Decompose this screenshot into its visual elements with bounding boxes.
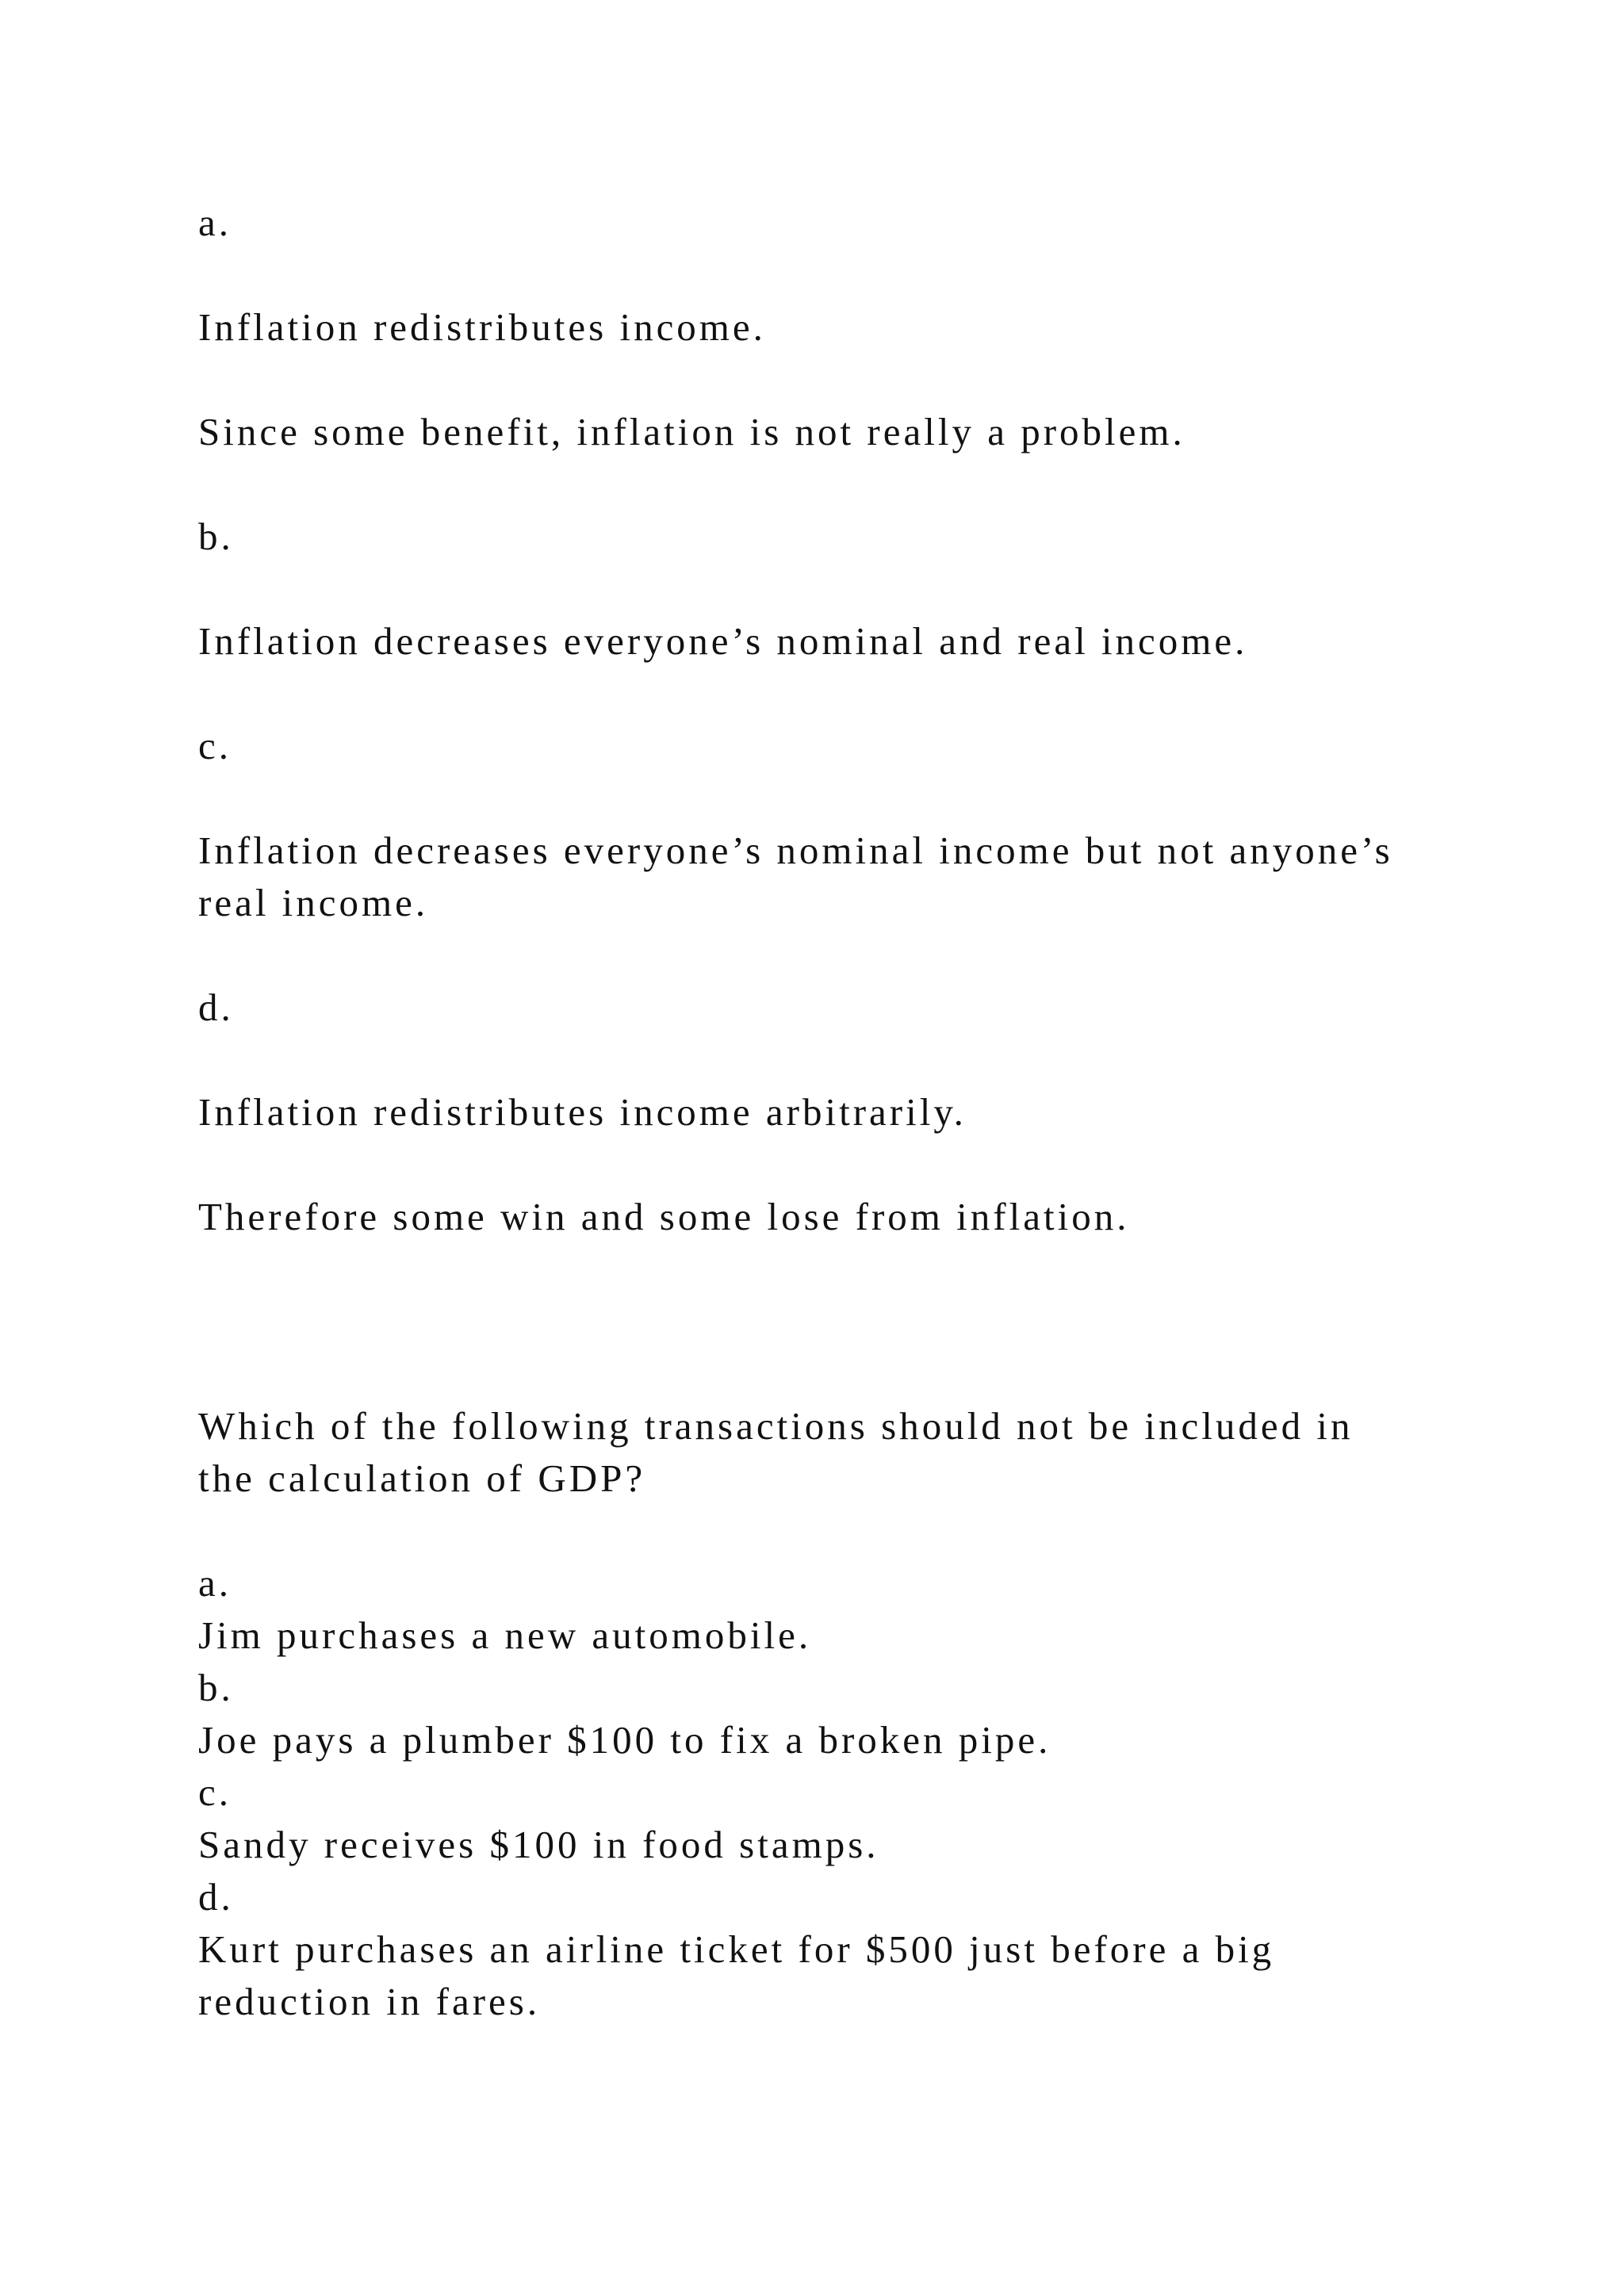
option-1a-text-line-1: Inflation redistributes income. <box>198 305 766 349</box>
option-1d-letter: d. <box>198 985 234 1029</box>
question-2-prompt-line-2: the calculation of GDP? <box>198 1456 646 1500</box>
option-2d-text-line-2: reduction in fares. <box>198 1980 541 2023</box>
option-1c-letter: c. <box>198 724 232 767</box>
option-1a-letter: a. <box>198 201 232 244</box>
option-1b-text-line-1: Inflation decreases everyone’s nominal and real income. <box>198 619 1248 663</box>
option-2b-letter: b. <box>198 1666 234 1709</box>
question-2-prompt-line-1: Which of the following transactions should not be included in <box>198 1404 1354 1448</box>
option-1b-letter: b. <box>198 515 234 558</box>
option-2d-text-line-1: Kurt purchases an airline ticket for $500 just before a big <box>198 1927 1275 1971</box>
option-2c-letter: c. <box>198 1770 232 1814</box>
option-1a-text-line-2: Since some benefit, inflation is not really a problem. <box>198 410 1185 453</box>
option-2c-text: Sandy receives $100 in food stamps. <box>198 1823 879 1866</box>
option-2a-letter: a. <box>198 1561 232 1605</box>
option-1c-text-line-2: real income. <box>198 881 429 924</box>
option-2b-text: Joe pays a plumber $100 to fix a broken pipe. <box>198 1718 1051 1762</box>
option-1d-text-line-2: Therefore some win and some lose from inflation. <box>198 1195 1130 1238</box>
option-2a-text: Jim purchases a new automobile. <box>198 1613 812 1657</box>
option-2d-letter: d. <box>198 1875 234 1919</box>
option-1c-text-line-1: Inflation decreases everyone’s nominal income but not anyone’s <box>198 828 1393 872</box>
option-1d-text-line-1: Inflation redistributes income arbitrarily. <box>198 1090 967 1134</box>
